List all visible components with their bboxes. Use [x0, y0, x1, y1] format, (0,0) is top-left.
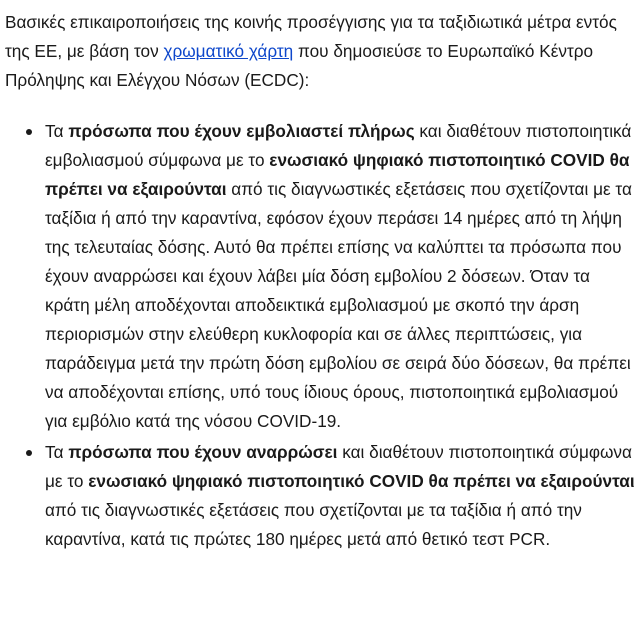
measures-list: [5, 117, 637, 554]
list-text: Τα: [45, 121, 69, 141]
intro-text-end: που δημοσιεύσε το Ευρωπαϊκό Κέντρο Πρόληψης και Ελέγχου Νόσων (ECDC):: [5, 41, 594, 90]
list-bold-text: πρόσωπα που έχουν αναρρώσει: [68, 442, 338, 462]
color-map-link[interactable]: χρωματικό χάρτη: [163, 41, 294, 61]
list-text: και διαθέτουν πιστοποιητικά εμβολιασμού σύμφωνα με το: [45, 121, 632, 170]
list-bold-text: ενωσιακό ψηφιακό πιστοποιητικό COVID θα πρέπει να εξαιρούνται: [88, 471, 635, 491]
list-text: και διαθέτουν πιστοποιητικά σύμφωνα με το: [45, 442, 632, 491]
article-content: [5, 8, 637, 556]
list-bold-text: ενωσιακό ψηφιακό πιστοποιητικό COVID θα πρέπει να εξαιρούνται: [45, 150, 630, 199]
bullet-dot-icon: [26, 129, 32, 135]
list-text: Τα: [45, 442, 69, 462]
intro-text-start: Βασικές επικαιροποιήσεις της κοινής προσέγγισης για τα ταξιδιωτικά μέτρα εντός της ΕΕ, με βάση τον: [5, 12, 617, 61]
list-bold-text: πρόσωπα που έχουν εμβολιαστεί πλήρως: [68, 121, 415, 141]
list-text: από τις διαγνωστικές εξετάσεις που σχετίζονται με τα ταξίδια ή από την καραντίνα, κατά τις πρώτες 180 ημέρες μετά από θετικό τεστ PCR.: [45, 500, 582, 549]
list-text: από τις διαγνωστικές εξετάσεις που σχετίζονται με τα ταξίδια ή από την καραντίνα, εφόσον έχουν περάσει 14 ημέρες από τη λήψη της τελευταίας δόσης. Αυτό θα πρέπει επίσης να καλύπτει τα πρόσωπα που έχουν αναρρώσει και έχουν λάβει μία δόση εμβολίου 2 δόσεων. Όταν τα κράτη μέλη αποδέχονται αποδεικτικά εμβολιασμού με σκοπό την άρση περιορισμών στην ελεύθερη κυκλοφορία και σε άλλες περιπτώσεις, για παράδειγμα μετά την πρώτη δόση εμβολίου σε σειρά δύο δόσεων, θα πρέπει να αποδέχονται επίσης, υπό τους ίδιους όρους, πιστοποιητικά εμβολιασμού για εμβόλιο κατά της νόσου COVID-19.: [45, 179, 632, 431]
bullet-dot-icon: [26, 450, 32, 456]
intro-paragraph: [5, 8, 637, 95]
list-item-vaccinated: [45, 117, 637, 436]
list-item-recovered: [45, 438, 637, 554]
